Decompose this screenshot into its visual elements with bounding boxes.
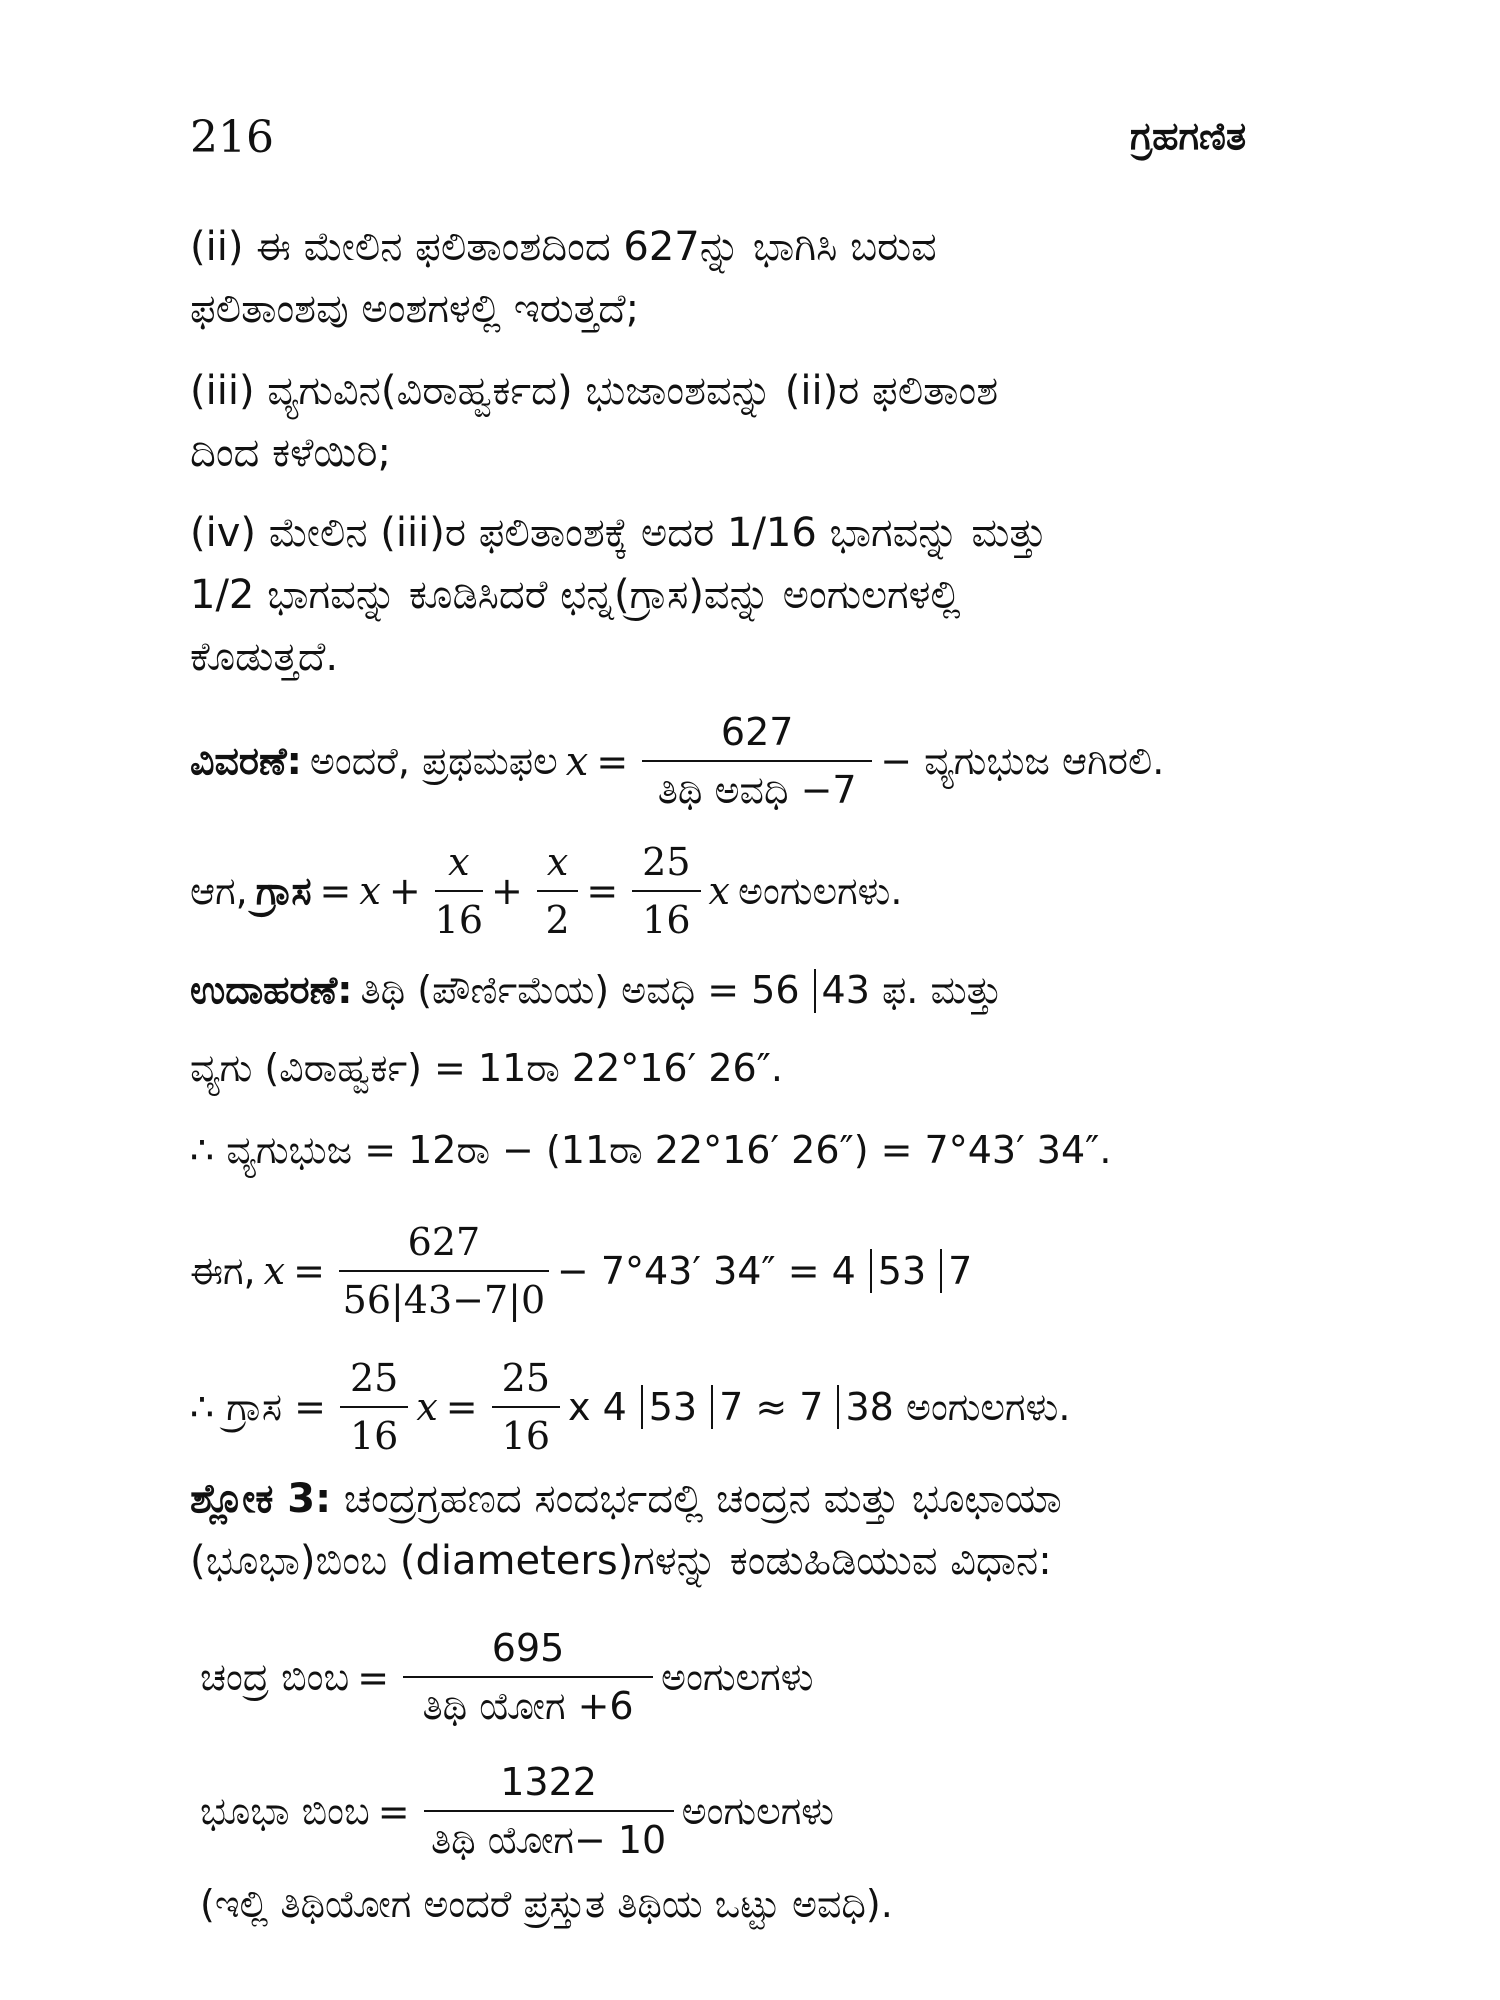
result-tail-b: 53 [648, 1385, 698, 1429]
grasa-eq: = [319, 869, 352, 913]
result-var: x [416, 1385, 438, 1429]
para-iii-line1: (iii) ವ್ಯಗುವಿನ(ವಿರಾಹ್ವರ್ಕದ) ಭುಜಾಂಶವನ್ನು (ii)ರ ಫಲಿತಾಂಶ [190, 368, 999, 414]
result-f1-den: 16 [350, 1414, 399, 1458]
explanation-line [190, 710, 1172, 813]
grasa-tail: ಅಂಗುಲಗಳು. [737, 868, 903, 913]
para-iv-line1: (iv) ಮೇಲಿನ (iii)ರ ಫಲಿತಾಂಶಕ್ಕೆ ಅದರ 1/16 ಭಾಗವನ್ನು ಮತ್ತು [190, 510, 1047, 556]
bhubha-numerator: 1322 [424, 1760, 674, 1812]
example-line3-text: ∴ ವ್ಯಗುಭುಜ = 12ರಾ − (11ರಾ 22°16′ 26″) = 7°43′ 34″. [190, 1128, 1112, 1172]
result-tail-d: 38 ಅಂಗುಲಗಳು. [845, 1384, 1071, 1429]
shloka-label: ಶ್ಲೋಕ 3: [190, 1476, 332, 1522]
chandra-label: ಚಂದ್ರ ಬಿಂಬ [200, 1655, 350, 1699]
calc-denominator: 56|43−7|0 [342, 1278, 546, 1322]
para-iv [190, 508, 1047, 682]
separator-bar [870, 1249, 872, 1293]
grasa-f1-num: x [435, 840, 483, 892]
separator-bar [837, 1385, 839, 1429]
para-ii [190, 222, 937, 334]
explanation-numerator: 627 [642, 710, 872, 762]
grasa-formula [190, 840, 910, 942]
example-line2 [190, 1046, 791, 1091]
example-line1-a: ತಿಥಿ (ಪೌರ್ಣಿಮೆಯ) ಅವಧಿ = 56 [360, 968, 800, 1012]
explanation-text: ಅಂದರೆ, ಪ್ರಥಮಫಲ [309, 739, 558, 783]
grasa-x: x [359, 869, 381, 913]
note: (ಇಲ್ಲಿ ತಿಥಿಯೋಗ ಅಂದರೆ ಪ್ರಸ್ತುತ ತಿಥಿಯ ಒಟ್ಟು ಅವಧಿ). [200, 1882, 893, 1926]
grasa-f1-den: 16 [434, 898, 484, 942]
grasa-eq-2: = [586, 869, 619, 913]
calc-eq: = [293, 1249, 325, 1293]
chandra-formula [200, 1626, 821, 1729]
explanation-tail: − ವ್ಯಗುಭುಜ ಆಗಿರಲಿ. [880, 739, 1165, 783]
example-line2-text: ವ್ಯಗು (ವಿರಾಹ್ವರ್ಕ) = 11ರಾ 22°16′ 26″. [190, 1046, 783, 1090]
bhubha-formula [200, 1760, 842, 1863]
separator-bar [814, 969, 816, 1013]
result-f1-num: 25 [340, 1356, 408, 1408]
example-label: ಉದಾಹರಣೆ: [190, 968, 353, 1012]
grasa-fraction-1 [435, 840, 483, 942]
explanation-denominator: ತಿಥಿ ಅವಧಿ −7 [657, 768, 857, 812]
calc-tail-c: 7 [948, 1249, 973, 1293]
chandra-tail: ಅಂಗುಲಗಳು [661, 1655, 814, 1699]
bhubha-fraction [424, 1760, 674, 1863]
chandra-fraction [403, 1626, 653, 1729]
result-f2-den: 16 [501, 1414, 550, 1458]
bhubha-label: ಭೂಭಾ ಬಿಂಬ [200, 1789, 370, 1833]
chandra-denominator: ತಿಥಿ ಯೋಗ +6 [422, 1684, 634, 1728]
calc-lead: ಈಗ, [190, 1248, 256, 1293]
para-iii [190, 366, 998, 478]
grasa-f2-num: x [537, 840, 578, 892]
shloka-3 [190, 1474, 1062, 1586]
page-number: 216 [190, 112, 274, 163]
result-fraction-2 [492, 1356, 560, 1458]
result-eq: = [445, 1385, 478, 1429]
separator-bar [711, 1385, 713, 1429]
example-line1 [190, 968, 1010, 1013]
result-f2-num: 25 [492, 1356, 560, 1408]
grasa-f3-num: 25 [632, 840, 700, 892]
shloka-line1 [190, 1474, 1062, 1524]
grasa-f3-den: 16 [642, 898, 691, 942]
result-tail-c: 7 ≈ 7 [719, 1385, 824, 1429]
shloka-line2: (ಭೂಭಾ)ಬಿಂಬ (diameters)ಗಳನ್ನು ಕಂಡುಹಿಡಿಯುವ ವಿಧಾನ: [190, 1538, 1052, 1584]
calc-var: x [263, 1249, 286, 1293]
grasa-plus-1: + [388, 869, 421, 913]
grasa-f2-den: 2 [545, 898, 570, 942]
bhubha-denominator: ತಿಥಿ ಯೋಗ− 10 [430, 1818, 667, 1862]
calc-tail-a: − 7°43′ 34″ = 4 [556, 1249, 856, 1293]
para-iii-line2: ದಿಂದ ಕಳೆಯಿರಿ; [190, 430, 391, 476]
grasa-fraction-3 [632, 840, 700, 942]
para-ii-line2: ಫಲಿತಾಂಶವು ಅಂಶಗಳಲ್ಲಿ ಇರುತ್ತದೆ; [190, 286, 640, 332]
calc-tail-b: 53 [877, 1249, 927, 1293]
result-lead: ∴ ಗ್ರಾಸ = [190, 1384, 326, 1429]
shloka-line1-text: ಚಂದ್ರಗ್ರಹಣದ ಸಂದರ್ಭದಲ್ಲಿ ಚಂದ್ರನ ಮತ್ತು ಭೂಛಾಯಾ [343, 1476, 1062, 1522]
explanation-label: ವಿವರಣೆ: [190, 739, 302, 783]
calc-numerator: 627 [339, 1220, 549, 1272]
grasa-lead: ಆಗ, [190, 868, 248, 913]
para-ii-line1: (ii) ಈ ಮೇಲಿನ ಫಲಿತಾಂಶದಿಂದ 627ನ್ನು ಭಾಗಿಸಿ ಬರುವ [190, 224, 937, 270]
grasa-fraction-2 [537, 840, 578, 942]
chandra-numerator: 695 [403, 1626, 653, 1678]
grasa-x-2: x [708, 869, 730, 913]
para-iv-line3: ಕೊಡುತ್ತದೆ. [190, 634, 339, 680]
separator-bar [940, 1249, 942, 1293]
explanation-eq: = [596, 739, 629, 784]
separator-bar [641, 1385, 643, 1429]
grasa-label: ಗ್ರಾಸ [255, 868, 312, 913]
calc-line [190, 1220, 980, 1322]
running-title: ಗ್ರಹಗಣಿತ [1130, 114, 1247, 158]
explanation-var: x [565, 738, 589, 785]
result-tail-a: x 4 [568, 1385, 627, 1429]
bhubha-eq: = [377, 1789, 410, 1834]
chandra-eq: = [357, 1655, 390, 1700]
example-line1-b: 43 ಫ. ಮತ್ತು [821, 968, 1003, 1012]
grasa-result [190, 1356, 1078, 1458]
para-iv-line2: 1/2 ಭಾಗವನ್ನು ಕೂಡಿಸಿದರೆ ಛನ್ನ(ಗ್ರಾಸ)ವನ್ನು ಅಂಗುಲಗಳಲ್ಲಿ [190, 572, 961, 618]
calc-fraction [339, 1220, 549, 1322]
grasa-plus-2: + [491, 869, 523, 913]
result-fraction-1 [340, 1356, 408, 1458]
bhubha-tail: ಅಂಗುಲಗಳು [681, 1789, 835, 1833]
example-line3 [190, 1128, 1119, 1173]
explanation-fraction [642, 710, 872, 813]
